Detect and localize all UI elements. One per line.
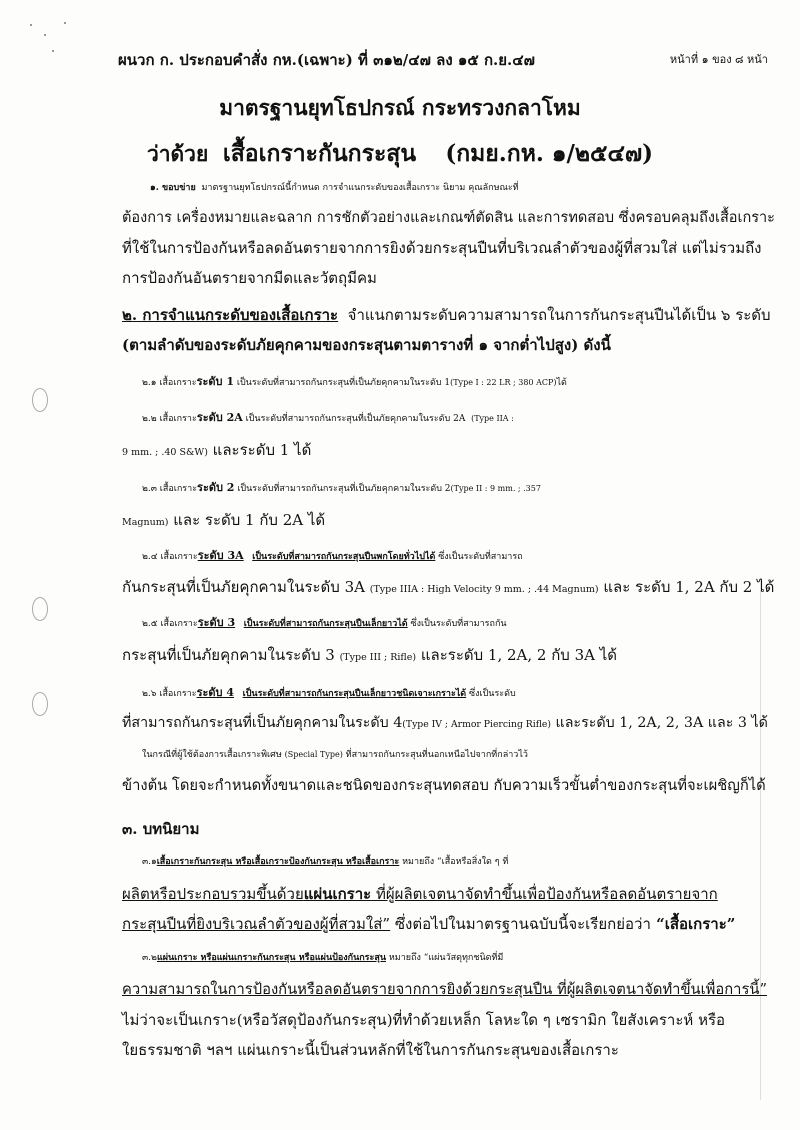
text-run: ที่ผู้ผลิตเจตนาจัดทำขึ้นเพื่อป้องกันหรือลดอันตรายจาก xyxy=(371,885,718,903)
text-run: ระดับ 3 xyxy=(197,616,236,629)
level-item-cont xyxy=(122,713,772,735)
text-run: (Type IIIA : High Velocity 9 mm. ; .44 Magnum) xyxy=(369,584,599,595)
definition-line: ความสามารถในการป้องกันหรือลดอันตรายจากการยิงด้วยกระสุนปืน ที่ผู้ผลิตเจตนาจัดทำขึ้นเพื่อการนี้” xyxy=(122,981,768,998)
scan-speck xyxy=(30,24,32,26)
text-run: และระดับ 1 ได้ xyxy=(207,441,312,459)
text-run: เป็นระดับที่สามารถกันกระสุนที่เป็นภัยคุกคามในระดับ 1 xyxy=(234,378,451,388)
text-run: หมายถึง “แผ่นวัสดุทุกชนิดที่มี xyxy=(385,953,504,963)
scan-speck xyxy=(52,50,54,52)
sec1-line: ต้องการ เครื่องหมายและฉลาก การชักตัวอย่างและเกณฑ์ตัดสิน และการทดสอบ ซึ่งครอบคลุมถึงเสื้อเกราะ xyxy=(122,210,775,226)
level-item-cont xyxy=(122,440,772,463)
definition-line xyxy=(142,948,792,968)
sec1-line: ที่ใช้ในการป้องกันหรือลดอันตรายจากการยิงด้วยกระสุนปืนที่บริเวณลำตัวของผู้ที่สวมใส่ แต่ไม่รวมถึง xyxy=(122,239,762,257)
scan-speck xyxy=(64,22,66,24)
level-item-cont xyxy=(122,510,772,533)
text-run: และ ระดับ 1 กับ 2A ได้ xyxy=(168,511,326,529)
document-header xyxy=(118,48,768,72)
special-type-line xyxy=(142,745,792,765)
sec2-heading: ๒. การจำแนกระดับของเสื้อเกราะ xyxy=(122,306,339,324)
text-run: ระดับ 1 xyxy=(196,375,235,388)
definition-line xyxy=(142,852,792,872)
text-run: ๓.๑ xyxy=(142,857,157,867)
sec1-line: การป้องกันอันตรายจากมีดและวัตถุมีคม xyxy=(122,269,377,287)
text-run: เสื้อเกราะกันกระสุน หรือเสื้อเกราะป้องกันกระสุน หรือเสื้อเกราะ xyxy=(156,857,400,867)
text-run: เป็นระดับที่สามารถกันกระสุนปืนเล็กยาวชนิดเจาะเกราะได้ xyxy=(242,689,467,699)
sec2-line: (ตามลำดับของระดับภัยคุกคามของกระสุนตามตารางที่ ๑ จากต่ำไปสูง) ดังนี้ xyxy=(122,336,611,354)
text-run: ซึ่งเป็นระดับที่สามารถกัน xyxy=(407,619,507,629)
level-item xyxy=(142,408,792,429)
text-run: ๒.๓ เสื้อเกราะ xyxy=(142,484,198,494)
definition-line xyxy=(122,884,772,904)
punch-hole xyxy=(32,597,48,621)
text-run: ระดับ 2 xyxy=(197,481,235,494)
text-run: กระสุนที่เป็นภัยคุกคามในระดับ 3 xyxy=(122,646,340,664)
special-type-line: ข้างต้น โดยจะกำหนดทั้งขนาดและชนิดของกระสุนทดสอบ กับความเร็วขั้นต่ำของกระสุนที่จะเผชิญก็ได้ xyxy=(122,777,766,794)
text-run: Magnum) xyxy=(122,517,169,528)
text-run: และระดับ 1, 2A, 2, 3A และ 3 ได้ xyxy=(550,715,768,731)
sec2-line xyxy=(122,305,772,325)
definition-line: ใยธรรมชาติ ฯลฯ แผ่นเกราะนี้เป็นส่วนหลักที่ใช้ในการกันกระสุนของเสื้อเกราะ xyxy=(122,1041,619,1059)
document-title: มาตรฐานยุทโธปกรณ์ กระทรวงกลาโหม xyxy=(219,95,581,120)
text-run: ในกรณีที่ผู้ใช้ต้องการเสื้อเกราะพิเศษ xyxy=(142,750,285,760)
text-run: ซึ่งต่อไปในมาตรฐานฉบับนี้จะเรียกย่อว่า xyxy=(390,915,651,933)
text-run: กันกระสุนที่เป็นภัยคุกคามในระดับ 3A xyxy=(122,578,370,596)
definition-line xyxy=(122,914,772,934)
text-run: ๒.๖ เสื้อเกราะ xyxy=(142,689,197,699)
text-run: “เสื้อเกราะ” xyxy=(650,915,736,933)
text-run: เป็นระดับที่สามารถกันกระสุนปืนเล็กยาวได้ xyxy=(243,619,408,629)
text-run: ๒.๑ เสื้อเกราะ xyxy=(142,378,197,388)
level-item-cont xyxy=(122,645,772,668)
sec1-heading: ๑. ขอบข่าย xyxy=(150,183,196,193)
text-run: ที่สามารถกันกระสุนที่นอกเหนือไปจากที่กล่าวไว้ xyxy=(342,750,528,760)
text-run: ๒.๕ เสื้อเกราะ xyxy=(142,619,198,629)
text-run: มาตรฐานยุทโธปกรณ์นี้กำหนด การจำแนกระดับของเสื้อเกราะ นิยาม คุณลักษณะที่ xyxy=(201,183,519,193)
text-run: ๒.๔ เสื้อเกราะ xyxy=(142,552,198,562)
annex-reference: ผนวก ก. ประกอบคำสั่ง กห.(เฉพาะ) ที่ ๓๑๒/๔๗ ลง ๑๕ ก.ย.๔๗ xyxy=(118,51,535,69)
text-run: (Special Type) xyxy=(284,750,343,759)
text-run: ผลิตหรือประกอบรวมขึ้นด้วย xyxy=(122,885,304,903)
page-number: หน้าที่ ๑ ของ ๘ หน้า xyxy=(669,53,768,66)
text-run: และ ระดับ 1, 2A กับ 2 ได้ xyxy=(598,578,775,596)
text-run: ๒.๒ เสื้อเกราะ xyxy=(142,414,197,424)
level-item xyxy=(142,478,792,499)
sec3-heading: ๓. บทนิยาม xyxy=(122,820,200,838)
text-run: จำแนกตามระดับความสามารถในการกันกระสุนปืนได้เป็น ๖ ระดับ xyxy=(347,306,771,324)
text-run: (Type IIA : xyxy=(471,414,514,423)
scan-speck xyxy=(44,34,46,36)
punch-hole xyxy=(32,388,48,412)
text-run: (Type II : 9 mm. ; .357 xyxy=(450,484,541,493)
text-run: และระดับ 1, 2A, 2 กับ 3A ได้ xyxy=(416,646,618,664)
text-run: กระสุนปืนที่ยิงบริเวณลำตัวของผู้ที่สวมใส่” xyxy=(122,915,391,933)
text-run: หมายถึง “เสื้อหรือสิ่งใด ๆ ที่ xyxy=(399,857,509,867)
definition-line: ไม่ว่าจะเป็นเกราะ(หรือวัสดุป้องกันกระสุน)ที่ทำด้วยเหล็ก โลหะใด ๆ เซรามิก ใยสังเคราะห์ หรือ xyxy=(122,1011,726,1029)
text-run: ได้ xyxy=(556,378,567,388)
level-item xyxy=(142,613,792,634)
text-run: แผ่นเกราะ หรือแผ่นเกราะกันกระสุน หรือแผ่นป้องกันกระสุน xyxy=(156,953,386,963)
text-run: (Type IV ; Armor Piercing Rifle) xyxy=(402,719,551,730)
text-run: เป็นระดับที่สามารถกันกระสุนปืนพกโดยทั่วไปได้ xyxy=(252,552,436,562)
text-run: ระดับ 4 xyxy=(196,686,235,699)
text-run: ๓.๒ xyxy=(142,953,157,963)
text-run: ซึ่งเป็นระดับ xyxy=(466,689,516,699)
text-run: (Type III ; Rifle) xyxy=(339,652,417,663)
text-run: แผ่นเกราะ xyxy=(303,885,372,903)
text-run: 9 mm. ; .40 S&W) xyxy=(122,447,208,458)
level-item xyxy=(142,683,792,704)
sec1-line xyxy=(150,178,800,198)
level-item-cont xyxy=(122,577,775,600)
text-run: ที่สามารถกันกระสุนที่เป็นภัยคุกคามในระดับ 4 xyxy=(122,715,403,731)
punch-hole xyxy=(32,692,48,716)
text-run: (Type I : 22 LR ; 380 ACP) xyxy=(450,378,557,387)
level-item xyxy=(142,372,792,393)
text-run: ระดับ 3A xyxy=(197,549,244,562)
text-run: ซึ่งเป็นระดับที่สามารถ xyxy=(435,552,523,562)
text-run: ระดับ 2A xyxy=(196,411,243,424)
document-subtitle: ว่าด้วย เสื้อเกราะกันกระสุน (กมย.กห. ๑/๒๕๔๗) xyxy=(146,140,654,167)
level-item xyxy=(142,546,792,567)
text-run: เป็นระดับที่สามารถกันกระสุนที่เป็นภัยคุกคามในระดับ 2A xyxy=(242,414,466,424)
text-run: เป็นระดับที่สามารถกันกระสุนที่เป็นภัยคุกคามในระดับ 2 xyxy=(234,484,451,494)
